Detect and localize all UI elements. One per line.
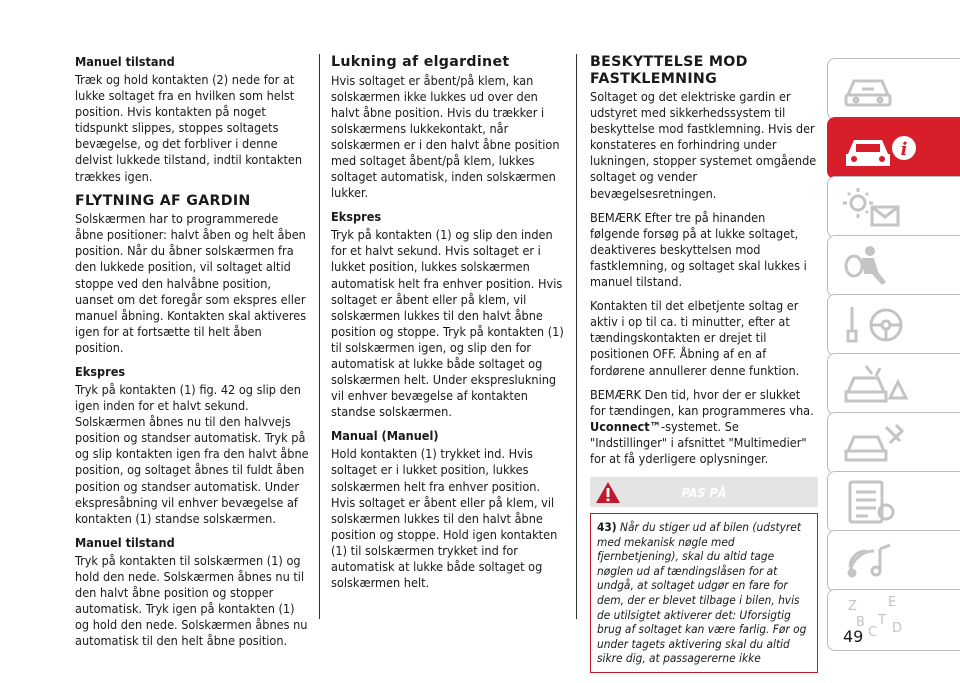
warning-lights-icon [842,183,912,231]
warning-box [590,513,818,673]
warning-text: Når du stiger ud af bilen (udstyret med mekanisk nøgle med fjernbetjening), skal du altid tage nøglen ud af tændingslåsen for at undgå, at soltaget udgør en fare for dem, der er blevet tilbage i bilen, hvis de utilsigtet aktiverer det: Uforsigtig brug af soltaget kan være farlig. Før og under tagets aktivering skal du altid sikre dig, at passagererne ikke [597,520,807,666]
heading-express: Ekspres [75,364,126,379]
section-heading-curtain: FLYTNING AF GARDIN [75,192,251,209]
tab-dashboard[interactable] [827,58,960,120]
section-heading-closing: Lukning af elgardinet [331,54,510,70]
tab-technical-data[interactable] [827,471,960,533]
tab-multimedia[interactable] [827,530,960,592]
multimedia-icon [842,537,902,585]
text: -systemet. Se "Indstillinger" i afsnittet "Multimedier" for at få yderligere oplysninger. [590,418,807,466]
column-divider [576,54,577,619]
section-heading-anti-pinch: BESKYTTELSE MOD FASTKLEMNING [590,54,748,87]
warning-header [590,477,818,507]
tab-maintenance[interactable] [827,412,960,474]
paragraph: Soltaget og det elektriske gardin er udstyret med sikkerhedssystem til beskyttelse mod fastklemning. Hvis der konstateres en forhindring under lukningen, stopper systemet omgående soltaget og vender bevægelsesretningen. [590,89,817,201]
paragraph [590,387,818,467]
svg-text:i: i [900,139,908,160]
paragraph: Kontakten til det elbetjente soltag er aktiv i op til ca. ti minutter, efter at tændingskontakten er drejet til positionen OFF. Åbning af en af fordørene annullerer denne funktion. [590,298,800,378]
heading-manual-mode: Manuel tilstand [75,534,175,550]
car-emergency-icon [842,360,912,408]
index-letter: C [868,625,878,640]
tab-safety[interactable] [827,235,960,297]
technical-data-icon [842,478,902,526]
column-1 [75,54,309,657]
paragraph: Solskærmen har to programmerede åbne positioner: halvt åben og helt åben position. Når du åbner solskærmen fra den lukkede position, vil soltaget altid stoppe ved den halvåbne position, uanset om det foregår som ekspres eller manuel åbning. Kontakten skal aktiveres igen for at fortsætte til helt åben position. [75,211,307,355]
maintenance-icon [842,419,912,467]
paragraph: Træk og hold kontakten (2) nede for at lukke soltaget fra en hvilken som helst position. Hvis kontakten på noget tidspunkt slippes, stoppes soltagets bevægelse, og det forbliver i denne delvist lukkede tilstand, indtil kontakten trækkes igen. [75,72,303,184]
heading-express: Ekspres [331,209,382,225]
index-letter: T [878,613,886,628]
text: BEMÆRK Den tid, hvor der er slukket for tændingen, kan programmeres vha. [590,386,814,418]
tab-starting-driving[interactable] [827,294,960,356]
paragraph: Hvis soltaget er åbent/på klem, kan solskærmen ikke lukkes ud over den halvt åbne position. Hvis du trækker i solskærmens lukkekontakt, når solskærmen er i den halvt åbne position med soltaget åbent/på klem, lukkes soltaget automatisk, inden solskærmen lukker. [331,72,560,201]
index-letter: Z [848,599,857,614]
airbag-passenger-icon [842,242,902,290]
warning-title: PAS PÅ [681,485,727,501]
paragraph: Tryk på kontakten (1) fig. 42 og slip den igen inden for et halvt sekund. Solskærmen åbnes nu til den halvvejs position og standser automatisk. Tryk på og slip kontakten igen fra den halvt åbne position, og soltaget åbnes til fuldt åben position og standser automatisk. Under ekspresåbning vil enhver bevægelse af kontakten (1) standse solskærmen. [75,382,309,526]
column-2 [331,54,564,599]
index-letter: B [856,615,865,630]
index-letter: D [892,621,903,636]
paragraph: Hold kontakten (1) trykket ind. Hvis soltaget er i lukket position, lukkes solskærmen helt fra enhver position. Hvis soltaget er åbent eller på klem, vil solskærmen lukkes til den halvt åbne position og stoppe. Hold igen kontakten (1) til solskærmen trykket ind for automatisk at lukke både soltaget og solskærmen helt. [331,446,558,591]
steering-wheel-icon [842,301,912,349]
paragraph: BEMÆRK Efter tre på hinanden følgende forsøg på at lukke soltaget, deaktiveres beskyttelsen mod fastklemning, og soltaget skal lukkes i manuel tilstand. [590,209,807,290]
tab-car-info[interactable] [827,117,960,179]
column-divider [319,54,320,619]
heading-manual-mode: Manuel tilstand [75,54,175,69]
car-info-icon [842,124,922,172]
page-number: 49 [843,627,864,646]
column-3 [590,54,818,673]
brand-name: Uconnect™ [590,418,661,434]
heading-manual: Manual (Manuel) [331,428,439,444]
car-dashboard-icon [842,65,902,113]
paragraph: Tryk på kontakten til solskærmen (1) og hold den nede. Solskærmen åbnes nu til den halvt åbne position og stopper automatisk. Tryk igen på kontakten (1) og hold den nede. Solskærmen åbnes nu automatisk til den helt åbne position. [75,552,308,649]
tab-warning-lights[interactable] [827,176,960,238]
index-letter: E [888,596,897,610]
tab-emergency[interactable] [827,353,960,415]
paragraph: Tryk på kontakten (1) og slip den inden for et halvt sekund. Hvis soltaget er i lukket position, lukkes solskærmen automatisk helt fra enhver position. Hvis soltaget er åbent eller på klem, vil solskærmen lukkes til den halvt åbne position og stoppe. Tryk på kontakten (1) til solskærmen igen, og slip den for automatisk at lukke både soltaget og solskærmen helt. Under ekspreslukning vil enhver bevægelse af kontakten standse solskærmen. [331,227,564,420]
warning-number: 43) [597,520,617,535]
